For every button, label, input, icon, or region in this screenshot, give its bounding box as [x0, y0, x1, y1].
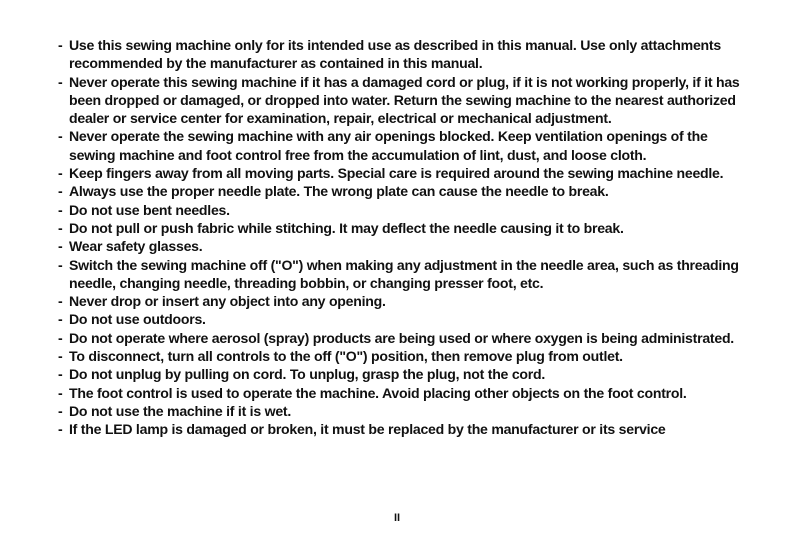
list-item-text: Wear safety glasses. [69, 238, 203, 255]
bullet-dash: - [58, 256, 63, 273]
list-item [58, 182, 748, 200]
list-item [58, 237, 748, 255]
list-item [58, 201, 748, 219]
list-item-text: Never drop or insert any object into any opening. [69, 293, 386, 310]
list-item [58, 329, 748, 347]
list-item-text: The foot control is used to operate the machine. Avoid placing other objects on the foot control. [69, 384, 687, 401]
safety-instructions-list [58, 36, 748, 439]
list-item-text: Do not operate where aerosol (spray) products are being used or where oxygen is being administrated. [69, 329, 734, 346]
bullet-dash: - [58, 219, 63, 236]
list-item [58, 347, 748, 365]
list-item [58, 256, 748, 293]
list-item [58, 127, 748, 164]
list-item-text: Never operate this sewing machine if it has a damaged cord or plug, if it is not working properly, if it has been dropped or damaged, or dropped into water. Return the sewing machine to the nearest authorized dealer or service center for examination, repair, electrical or mechanical adjustment. [69, 73, 740, 127]
bullet-dash: - [58, 128, 63, 145]
list-item-text: If the LED lamp is damaged or broken, it must be replaced by the manufacturer or its service [69, 421, 666, 438]
bullet-dash: - [58, 421, 63, 438]
list-item-text: Do not use outdoors. [69, 311, 206, 328]
list-item [58, 365, 748, 383]
list-item [58, 73, 748, 128]
list-item-text: Do not pull or push fabric while stitching. It may deflect the needle causing it to break. [69, 219, 624, 236]
bullet-dash: - [58, 293, 63, 310]
list-item [58, 164, 748, 182]
bullet-dash: - [58, 348, 63, 365]
bullet-dash: - [58, 329, 63, 346]
list-item [58, 384, 748, 402]
bullet-dash: - [58, 238, 63, 255]
list-item [58, 310, 748, 328]
list-item-text: Do not use the machine if it is wet. [69, 402, 292, 419]
bullet-dash: - [58, 366, 63, 383]
page-number: II [393, 512, 401, 524]
list-item-text: Never operate the sewing machine with any air openings blocked. Keep ventilation openings of the sewing machine and foot control free from the accumulation of lint, dust, and loose cloth. [69, 128, 708, 163]
bullet-dash: - [58, 311, 63, 328]
bullet-dash: - [58, 183, 63, 200]
bullet-dash: - [58, 73, 63, 90]
list-item-text: Do not unplug by pulling on cord. To unplug, grasp the plug, not the cord. [69, 366, 546, 383]
list-item [58, 36, 748, 73]
bullet-dash: - [58, 37, 63, 53]
list-item [58, 402, 748, 420]
list-item [58, 219, 748, 237]
list-item-text: Keep fingers away from all moving parts. Special care is required around the sewing machine needle. [69, 165, 724, 182]
bullet-dash: - [58, 165, 63, 182]
list-item [58, 292, 748, 310]
list-item-text: To disconnect, turn all controls to the off ("O") position, then remove plug from outlet. [69, 348, 623, 365]
bullet-dash: - [58, 402, 63, 419]
list-item-text: Use this sewing machine only for its intended use as described in this manual. Use only attachments recommended by the manufacturer as contained in this manual. [69, 37, 721, 72]
list-item [58, 420, 748, 438]
list-item-text: Do not use bent needles. [69, 201, 230, 218]
list-item-text: Switch the sewing machine off ("O") when making any adjustment in the needle area, such as threading needle, changing needle, threading bobbin, or changing presser foot, etc. [69, 256, 739, 291]
bullet-dash: - [58, 201, 63, 218]
list-item-text: Always use the proper needle plate. The wrong plate can cause the needle to break. [69, 183, 609, 200]
bullet-dash: - [58, 384, 63, 401]
